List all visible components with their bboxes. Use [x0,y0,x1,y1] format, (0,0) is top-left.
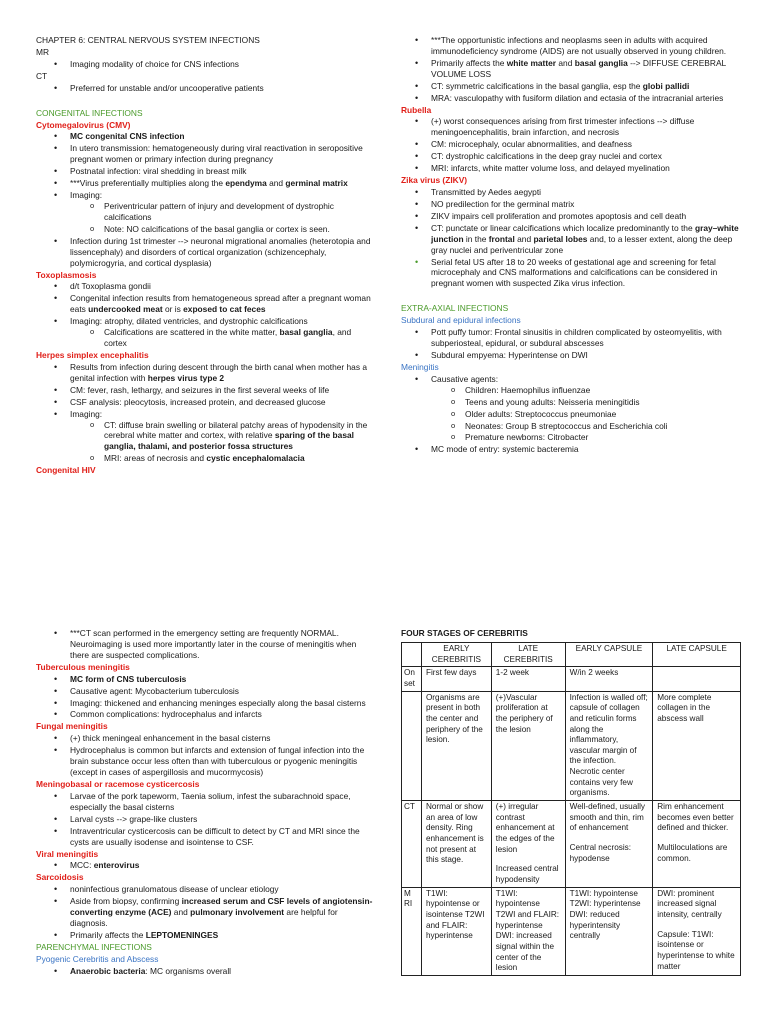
heading-zika: Zika virus (ZIKV) [401,175,468,186]
list-item: • CM: fever, rash, lethargy, and seizures in the first several weeks of life [36,385,376,396]
table-cell: Infection is walled off; capsule of collagen and reticulin forms along the inflammatory, vascular margin of the infection. Necrotic center contains very few organisms. [565,691,653,801]
table-cell: DWI: prominent increased signal intensity, centrally Capsule: T1WI: isointense or hyperintense to white matter [653,887,741,975]
table-cell [653,667,741,691]
sub-list-item: o Note: NO calcifications of the basal ganglia or cortex is seen. [74,224,376,235]
list-item: • Results from infection during descent through the birth canal when mother has a genital infection with herpes virus type 2 [36,362,376,384]
table-cell: 1-2 week [491,667,565,691]
list-item: • Transmitted by Aedes aegypti [397,187,741,198]
table-cell: Rim enhancement becomes even better defined and thicker. Multiloculations are common. [653,801,741,888]
sub-list-item: o CT: diffuse brain swelling or bilateral patchy areas of hypodensity in the cerebral white matter and cortex, with relative sparing of the basal ganglia, thalami, and posterior fossa structures [74,420,376,453]
table-header-cell: LATE CAPSULE [653,642,741,666]
list-item: • NO predilection for the germinal matrix [397,199,741,210]
heading-viral: Viral meningitis [36,848,99,859]
sub-list-item: o Premature newborns: Citrobacter [435,432,741,443]
list-item: • MRI: infarcts, white matter volume loss, and delayed myelination [397,163,741,174]
list-item: • MRA: vasculopathy with fusiform dilation and ectasia of the intracranial arteries [397,93,741,104]
list-item: • MC mode of entry: systemic bacteremia [397,444,741,455]
list-item: • Common complications: hydrocephalus and infarcts [36,709,376,720]
table-row [402,801,741,888]
table-cell: T1WI: hypointense or isointense T2WI and FLAIR: hyperintense [421,887,491,975]
list-item: • Hydrocephalus is common but infarcts and extension of fungal infection into the brain substance occur less often than with tuberculous or pyogenic meningitis (except in cases of aspergillosis and mucormycosis) [36,745,376,778]
list-item: • In utero transmission: hematogeneously during viral reactivation in seropositive pregnant women or primary infection during pregnancy [36,143,376,165]
list-item: • Anaerobic bacteria: MC organisms overall [36,966,376,977]
sub-list-item: o Teens and young adults: Neisseria meningitidis [435,397,741,408]
sub-list-item: o MRI: areas of necrosis and cystic encephalomalacia [74,453,376,464]
chapter-title: CHAPTER 6: CENTRAL NERVOUS SYSTEM INFECTIONS [36,35,260,45]
list-item: • Causative agent: Mycobacterium tuberculosis [36,686,376,697]
ct-label: CT [36,70,48,81]
list-item: • Larval cysts --> grape-like clusters [36,814,376,825]
table-row-label: M RI [402,887,422,975]
list-item: • Imaging: o Periventricular pattern of injury and development of dystrophic calcifications o Note: NO calcifications of the basal ganglia or cortex is seen. [36,190,376,235]
table-title: FOUR STAGES OF CEREBRITIS [401,628,528,638]
heading-toxoplasmosis: Toxoplasmosis [36,269,97,280]
heading-tuberculous: Tuberculous meningitis [36,661,130,672]
table-cell: Well-defined, usually smooth and thin, rim of enhancement Central necrosis: hypodense [565,801,653,888]
left-bottom-column [36,628,376,978]
list-item: • d/t Toxoplasma gondii [36,281,376,292]
list-item: • noninfectious granulomatous disease of unclear etiology [36,884,376,895]
list-item: • MC form of CNS tuberculosis [36,674,376,685]
heading-cmv: Cytomegalovirus (CMV) [36,119,131,130]
list-item: • Imaging: thickened and enhancing meninges especially along the basal cisterns [36,698,376,709]
list-item: • CT: dystrophic calcifications in the deep gray nuclei and cortex [397,151,741,162]
heading-fungal: Fungal meningitis [36,721,108,732]
section-heading-parenchymal: PARENCHYMAL INFECTIONS [36,941,152,952]
table-row-label: On set [402,667,422,691]
heading-congenital-hiv: Congenital HIV [36,465,96,476]
list-item: • Pott puffy tumor: Frontal sinusitis in children complicated by osteomyelitis, with subperiosteal, epidural, or subdural abscesses [397,327,741,349]
section-heading-congenital: CONGENITAL INFECTIONS [36,107,143,118]
list-item: • ZIKV impairs cell proliferation and promotes apoptosis and cell death [397,211,741,222]
list-item: • ***CT scan performed in the emergency setting are frequently NORMAL. Neuroimaging is used more importantly later in the course of meningitis when there are suspected complications. [36,628,376,661]
heading-cysticercosis: Meningobasal or racemose cysticercosis [36,778,200,789]
table-cell: (+)Vascular proliferation at the periphery of the lesion [491,691,565,801]
list-item: • Postnatal infection: viral shedding in breast milk [36,166,376,177]
sub-list-item: o Children: Haemophilus influenzae [435,385,741,396]
table-row-label: CT [402,801,422,888]
list-item: • ***Virus preferentially multiplies along the ependyma and germinal matrix [36,178,376,189]
list-item: • (+) worst consequences arising from first trimester infections --> diffuse meningoencephalitis, brain infarction, and necrosis [397,116,741,138]
list-item: • Preferred for unstable and/or uncooperative patients [36,83,376,94]
right-bottom-column [401,628,741,976]
heading-rubella: Rubella [401,104,432,115]
list-item: • Intraventricular cysticercosis can be difficult to detect by CT and MRI since the cysts are usually isodense and isointense to CSF. [36,826,376,848]
list-item: • CT: punctate or linear calcifications which localize predominantly to the gray–white junction in the frontal and parietal lobes and, to a lesser extent, along the deep gray nuclei and periventricular zone [397,223,741,256]
heading-sarcoidosis: Sarcoidosis [36,872,84,883]
table-header-cell: EARLY CEREBRITIS [421,642,491,666]
table-header-cell [402,642,422,666]
list-item: • Primarily affects the LEPTOMENINGES [36,930,376,941]
list-item: • Imaging: atrophy, dilated ventricles, and dystrophic calcifications o Calcifications are scattered in the white matter, basal ganglia, and cortex [36,316,376,349]
table-cell: First few days [421,667,491,691]
list-item: • MC congenital CNS infection [36,131,376,142]
table-row [402,691,741,801]
sub-list-item: o Periventricular pattern of injury and development of dystrophic calcifications [74,201,376,223]
list-item: • MCC: enterovirus [36,860,376,871]
table-cell: T1WI: hypointense T2WI and FLAIR: hyperintense DWI: increased signal within the center of the lesion [491,887,565,975]
sub-list-item: o Neonates: Group B streptococcus and Escherichia coli [435,421,741,432]
heading-pyogenic: Pyogenic Cerebritis and Abscess [36,953,159,964]
list-item: • CT: symmetric calcifications in the basal ganglia, esp the globi pallidi [397,81,741,92]
heading-herpes: Herpes simplex encephalitis [36,349,149,360]
list-item: • CM: microcephaly, ocular abnormalities, and deafness [397,139,741,150]
list-item: • (+) thick meningeal enhancement in the basal cisterns [36,733,376,744]
table-header-row [402,642,741,666]
list-item: • CSF analysis: pleocytosis, increased protein, and decreased glucose [36,397,376,408]
table-cell: Normal or show an area of low density. Ring enhancement is not present at this stage. [421,801,491,888]
list-item: • Subdural empyema: Hyperintense on DWI [397,350,741,361]
list-item: • Serial fetal US after 18 to 20 weeks of gestational age and screening for fetal microcephaly and CNS malformations and calcifications can be considered in pregnant women with suspected Zika virus infection. [397,257,741,290]
sub-list-item: o Calcifications are scattered in the white matter, basal ganglia, and cortex [74,327,376,349]
section-heading-extra-axial: EXTRA-AXIAL INFECTIONS [401,303,509,314]
table-row [402,887,741,975]
list-item: • Infection during 1st trimester --> neuronal migrational anomalies (heterotopia and lissencephaly) and disorders of cortical organization (schizencephaly, polymicrogyria, and cortical dysplasia) [36,236,376,269]
sub-list-item: o Older adults: Streptococcus pneumoniae [435,409,741,420]
list-item: • Imaging modality of choice for CNS infections [36,59,376,70]
right-top-column [401,35,741,456]
list-item: • Congenital infection results from hematogeneous spread after a pregnant woman eats undercooked meat or is exposed to cat feces [36,293,376,315]
list-item: • Imaging: o CT: diffuse brain swelling or bilateral patchy areas of hypodensity in the cerebral white matter and cortex, with relative sparing of the basal ganglia, thalami, and posterior fossa structures o MRI: areas of necrosis and cystic encephalomalacia [36,409,376,465]
table-row-label [402,691,422,801]
heading-subdural: Subdural and epidural infections [401,315,521,326]
table-cell: (+) irregular contrast enhancement at the edges of the lesion Increased central hypodensity [491,801,565,888]
list-item: • Causative agents: o Children: Haemophilus influenzae o Teens and young adults: Neisseria meningitidis o Older adults: Streptococcus pneumoniae o Neonates: Group B streptococcus and Escherichia coli o Premature newborns: Citrobacter [397,374,741,444]
table-header-cell: LATE CEREBRITIS [491,642,565,666]
list-item: • Primarily affects the white matter and basal ganglia --> DIFFUSE CEREBRAL VOLUME LOSS [397,58,741,80]
table-header-cell: EARLY CAPSULE [565,642,653,666]
heading-meningitis: Meningitis [401,361,439,372]
table-cell: More complete collagen in the abscess wall [653,691,741,801]
cerebritis-stages-table [401,642,741,976]
table-cell: Organisms are present in both the center and periphery of the lesion. [421,691,491,801]
mr-label: MR [36,46,50,57]
table-row [402,667,741,691]
list-item: • Aside from biopsy, confirming increased serum and CSF levels of angiotensin-converting enzyme (ACE) and pulmonary involvement are helpful for diagnosis. [36,896,376,929]
left-top-column [36,35,376,477]
list-item: • ***The opportunistic infections and neoplasms seen in adults with acquired immunodeficiency syndrome (AIDS) are not usually observed in young children. [397,35,741,57]
table-cell: W/in 2 weeks [565,667,653,691]
table-cell: T1WI: hypointense T2WI: hyperintense DWI: reduced hyperintensity centrally [565,887,653,975]
list-item: • Larvae of the pork tapeworm, Taenia solium, infest the subarachnoid space, especially the basal cisterns [36,791,376,813]
